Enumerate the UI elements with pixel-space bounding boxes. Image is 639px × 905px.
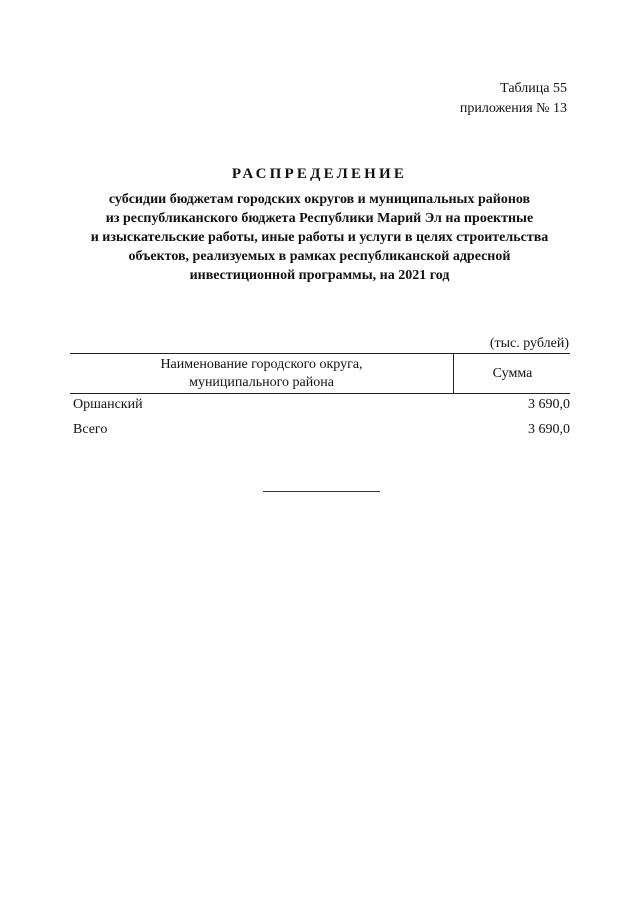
row-value: 3 690,0 (528, 422, 570, 437)
column-header-line: Наименование городского округа, (160, 357, 363, 372)
end-divider (263, 491, 380, 492)
subtitle-line: объектов, реализуемых в рамках республиканской адресной (128, 249, 511, 264)
table-row-total (73, 422, 570, 442)
subtitle-line: инвестиционной программы, на 2021 год (189, 268, 450, 283)
subtitle-line: из республиканского бюджета Республики Марий Эл на проектные (105, 211, 534, 226)
table-header (70, 353, 570, 394)
document-subtitle (60, 190, 579, 285)
table-row (73, 397, 570, 417)
column-header-line: муниципального района (189, 375, 334, 390)
appendix-reference: приложения № 13 (459, 101, 567, 116)
row-name: Всего (73, 422, 108, 437)
table-number: Таблица 55 (500, 81, 567, 96)
row-name: Оршанский (73, 397, 143, 412)
subtitle-line: и изыскательские работы, иные работы и услуги в целях строительства (90, 230, 549, 245)
column-header-sum: Сумма (492, 366, 533, 381)
subtitle-line: субсидии бюджетам городских округов и муниципальных районов (108, 192, 531, 207)
column-header-name (70, 354, 454, 393)
document-title: РАСПРЕДЕЛЕНИЕ (231, 166, 408, 182)
row-value: 3 690,0 (528, 397, 570, 412)
units-label: (тыс. рублей) (489, 336, 569, 351)
